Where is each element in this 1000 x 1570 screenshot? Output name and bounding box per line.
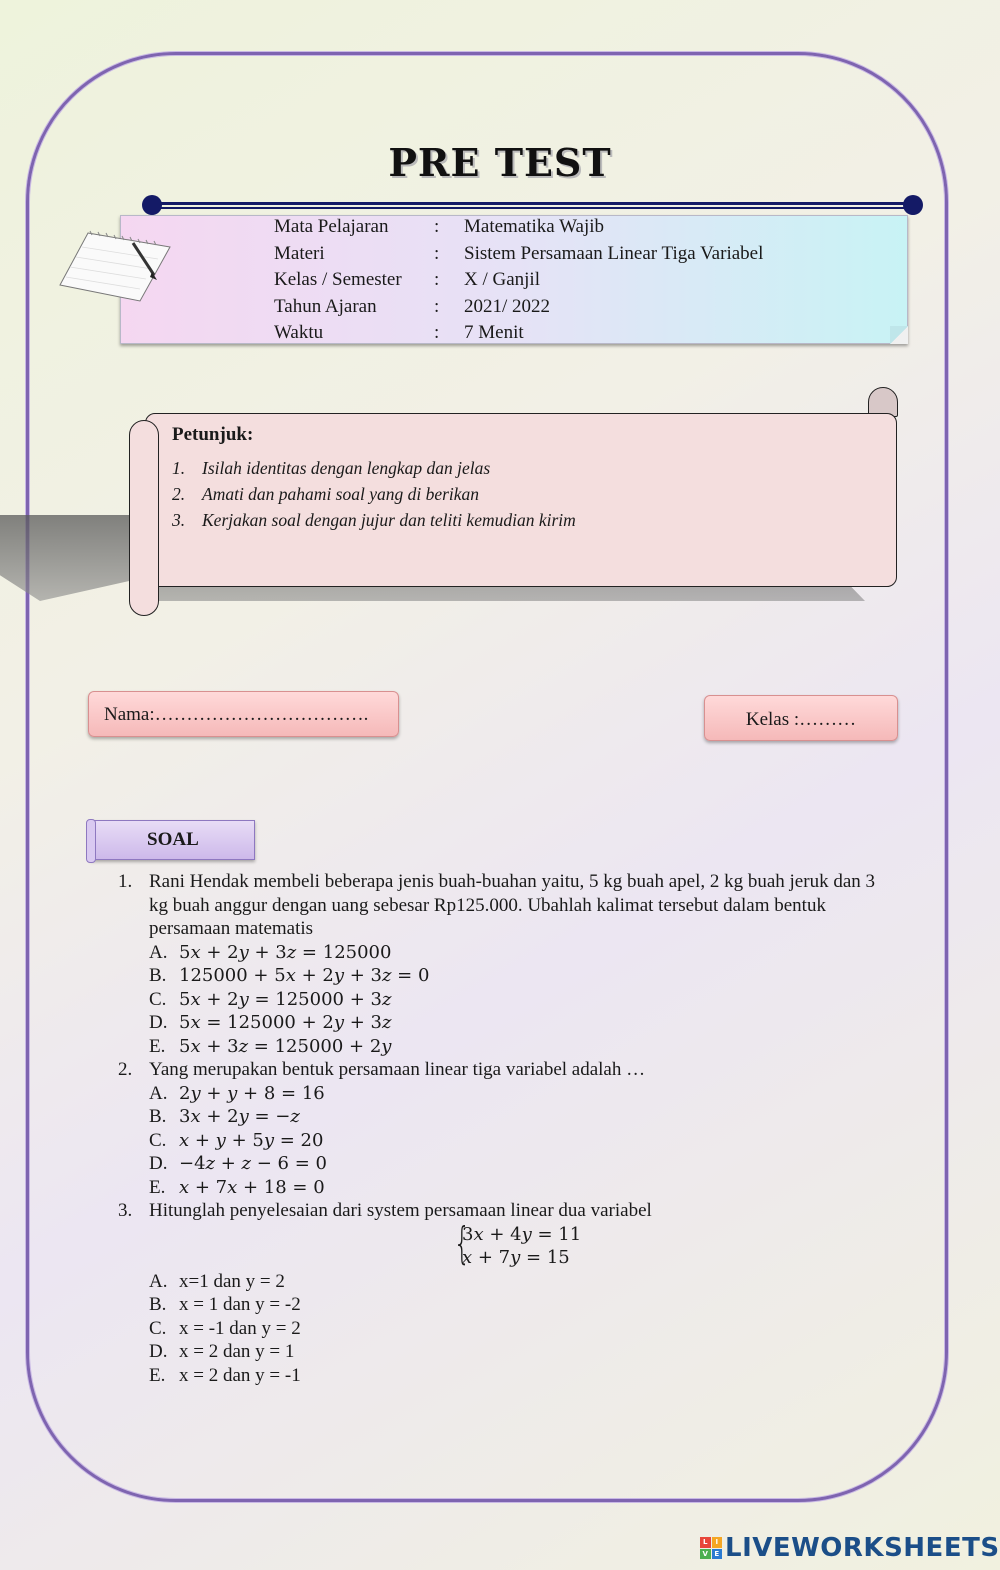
- option-label: B.: [149, 965, 167, 986]
- info-colon: :: [434, 242, 440, 264]
- question: [118, 1199, 888, 1223]
- info-row: [274, 320, 763, 347]
- instructions-list: [172, 455, 576, 533]
- option-text: 𝑥 + 𝑦 + 5𝑦 = 20: [179, 1129, 324, 1151]
- page-fold: [890, 326, 908, 344]
- info-value: Matematika Wajib: [464, 216, 605, 237]
- option-text: −4𝑧 + 𝑧 − 6 = 0: [179, 1153, 327, 1174]
- logo-letter: E: [712, 1549, 723, 1560]
- option-text: 5𝑥 + 3𝑧 = 125000 + 2𝑦: [179, 1035, 392, 1057]
- option-text: x=1 dan y = 2: [179, 1270, 285, 1292]
- option-label: E.: [149, 1176, 166, 1198]
- info-key: Mata Pelajaran: [274, 216, 389, 237]
- answer-option[interactable]: [118, 1317, 888, 1341]
- rule-dot-right: [903, 195, 923, 215]
- info-row: [274, 241, 763, 268]
- option-label: D.: [149, 1012, 168, 1033]
- option-label: E.: [149, 1364, 166, 1386]
- info-colon: :: [434, 322, 440, 343]
- answer-option[interactable]: [118, 1082, 888, 1106]
- instruction-item: [172, 481, 576, 507]
- question-text: Hitunglah penyelesaian dari system persamaan linear dua variabel: [149, 1200, 652, 1221]
- equation: 3𝑥 + 4𝑦 = 11: [462, 1223, 582, 1245]
- option-label: A.: [149, 1082, 168, 1104]
- info-row: [274, 214, 763, 241]
- questions: [118, 870, 888, 1387]
- option-text: x = 2 dan y = -1: [179, 1364, 301, 1386]
- answer-option[interactable]: [118, 1011, 888, 1035]
- option-label: A.: [149, 1270, 168, 1292]
- soal-label: SOAL: [90, 820, 255, 860]
- option-label: C.: [149, 1317, 167, 1339]
- instruction-number: 2.: [172, 484, 186, 504]
- question-text: Yang merupakan bentuk persamaan linear tiga variabel adalah …: [149, 1059, 646, 1080]
- option-text: 5𝑥 = 125000 + 2𝑦 + 3𝑧: [179, 1012, 392, 1033]
- name-field[interactable]: Nama:…………………………….: [88, 691, 399, 737]
- brace-icon: {: [453, 1217, 471, 1269]
- option-label: C.: [149, 988, 167, 1010]
- info-value: 7 Menit: [464, 322, 524, 343]
- option-label: B.: [149, 1106, 167, 1127]
- option-label: B.: [149, 1294, 167, 1315]
- answer-option[interactable]: [118, 1340, 888, 1364]
- info-row: [274, 267, 763, 294]
- equation: 𝑥 + 7𝑦 = 15: [462, 1247, 570, 1268]
- option-text: 5𝑥 + 2𝑦 = 125000 + 3𝑧: [179, 988, 392, 1010]
- answer-option[interactable]: [118, 1105, 888, 1129]
- answer-option[interactable]: [118, 1270, 888, 1294]
- info-key: Tahun Ajaran: [274, 295, 377, 317]
- answer-option[interactable]: [118, 1293, 888, 1317]
- rule-dot-left: [142, 195, 162, 215]
- option-text: 5𝑥 + 2𝑦 + 3𝑧 = 125000: [179, 941, 392, 963]
- answer-option[interactable]: [118, 1129, 888, 1153]
- option-label: D.: [149, 1153, 168, 1174]
- answer-option[interactable]: [118, 964, 888, 988]
- question-number: 3.: [118, 1200, 133, 1221]
- page-title: PRE TEST: [388, 140, 612, 185]
- brand-text: LIVEWORKSHEETS: [725, 1533, 1000, 1563]
- instruction-text: Isilah identitas dengan lengkap dan jelas: [202, 458, 491, 478]
- instructions-title: Petunjuk:: [172, 424, 254, 445]
- info-colon: :: [434, 269, 440, 290]
- answer-option[interactable]: [118, 1364, 888, 1388]
- info-value: X / Ganjil: [464, 269, 540, 290]
- liveworksheets-icon: [700, 1537, 722, 1559]
- equation-system: [118, 1217, 888, 1270]
- answer-option[interactable]: [118, 1035, 888, 1059]
- info-value: Sistem Persamaan Linear Tiga Variabel: [464, 242, 764, 264]
- logo-letter: L: [700, 1537, 711, 1548]
- info-value: 2021/ 2022: [464, 295, 551, 317]
- notebook-pen-icon: [58, 225, 178, 305]
- logo-letter: V: [700, 1549, 711, 1560]
- instruction-text: Amati dan pahami soal yang di berikan: [202, 484, 480, 504]
- option-label: D.: [149, 1341, 168, 1362]
- question: [118, 1058, 888, 1082]
- instruction-text: Kerjakan soal dengan jujur dan teliti kemudian kirim: [202, 510, 576, 530]
- scroll-curl-left: [129, 420, 159, 616]
- option-text: 𝑥 + 7𝑥 + 18 = 0: [179, 1176, 325, 1198]
- option-text: x = -1 dan y = 2: [179, 1317, 301, 1339]
- title-rule: [152, 202, 914, 209]
- answer-option[interactable]: [118, 1176, 888, 1200]
- info-table: [274, 214, 763, 347]
- option-text: x = 1 dan y = -2: [179, 1294, 301, 1315]
- question-number: 2.: [118, 1059, 133, 1080]
- answer-option[interactable]: [118, 988, 888, 1012]
- answer-option[interactable]: [118, 1152, 888, 1176]
- info-key: Kelas / Semester: [274, 269, 402, 290]
- question: [118, 870, 888, 941]
- option-label: E.: [149, 1035, 166, 1057]
- liveworksheets-logo[interactable]: [700, 1533, 1000, 1563]
- option-text: 3𝑥 + 2𝑦 = −𝑧: [179, 1106, 300, 1127]
- instruction-item: [172, 507, 576, 533]
- info-key: Waktu: [274, 322, 324, 343]
- info-colon: :: [434, 216, 440, 237]
- class-field[interactable]: Kelas :………: [704, 695, 898, 741]
- instruction-number: 1.: [172, 458, 186, 478]
- instruction-item: [172, 455, 576, 481]
- question-text: Rani Hendak membeli beberapa jenis buah-buahan yaitu, 5 kg buah apel, 2 kg buah jeruk dan 3 kg buah anggur dengan uang sebesar Rp125.000. Ubahlah kalimat tersebut dalam bentuk persamaan matematis: [149, 871, 875, 939]
- option-text: 2𝑦 + 𝑦 + 8 = 16: [179, 1082, 325, 1104]
- instruction-number: 3.: [172, 510, 186, 530]
- option-label: A.: [149, 941, 168, 963]
- info-colon: :: [434, 295, 440, 317]
- logo-letter: I: [712, 1537, 723, 1548]
- answer-option[interactable]: [118, 941, 888, 965]
- info-row: [274, 294, 763, 321]
- option-text: 125000 + 5𝑥 + 2𝑦 + 3𝑧 = 0: [179, 965, 430, 986]
- info-key: Materi: [274, 242, 325, 264]
- option-text: x = 2 dan y = 1: [179, 1341, 295, 1362]
- option-label: C.: [149, 1129, 167, 1151]
- question-number: 1.: [118, 871, 133, 892]
